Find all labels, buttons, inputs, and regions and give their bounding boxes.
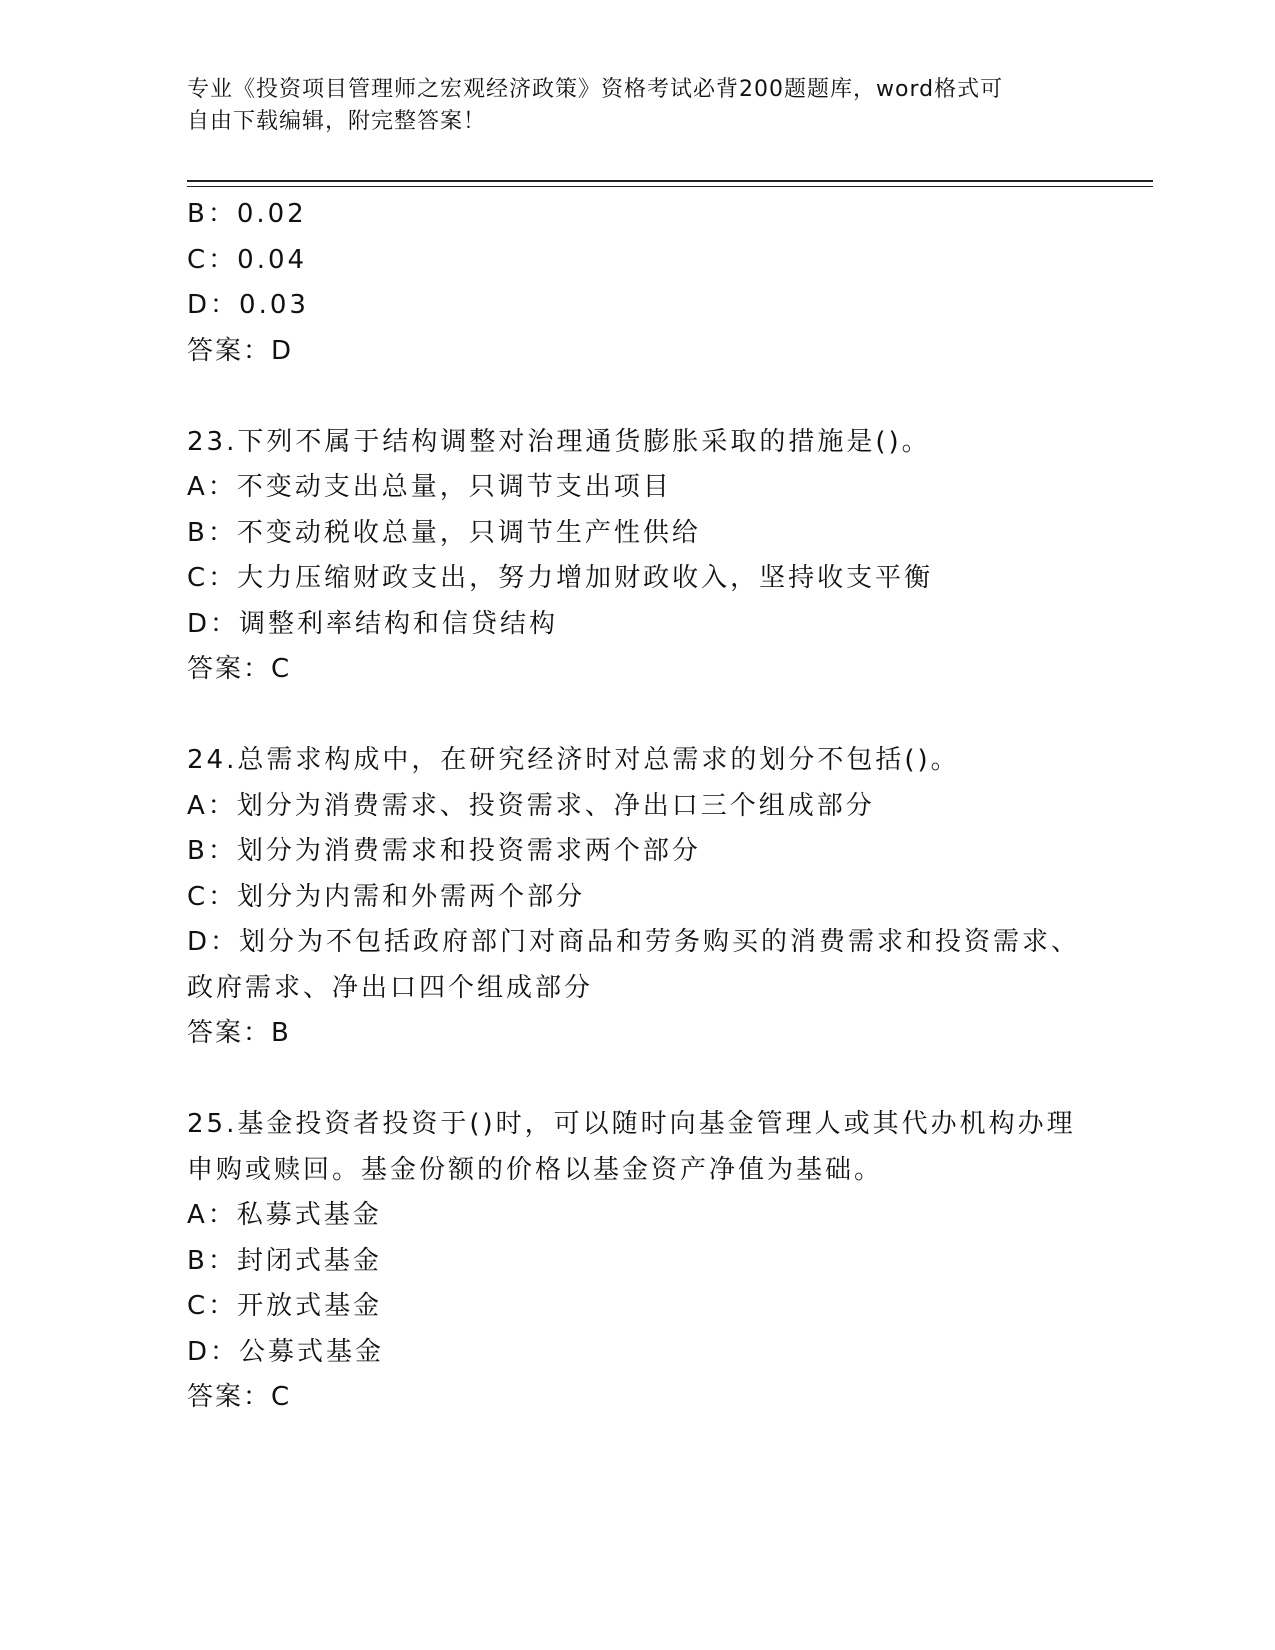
option-d: D：公募式基金	[187, 1336, 385, 1367]
header-line-1: 专业《投资项目管理师之宏观经济政策》资格考试必背200题题库，word格式可	[187, 77, 1004, 102]
question-stem: 23.下列不属于结构调整对治理通货膨胀采取的措施是()。	[187, 426, 931, 457]
option-c: C：大力压缩财政支出，努力增加财政收入，坚持收支平衡	[187, 563, 934, 593]
option-b: B：封闭式基金	[187, 1245, 382, 1276]
answer-line: 答案：C	[187, 1382, 292, 1412]
question-25	[187, 1102, 1087, 1421]
question-stem: 24.总需求构成中，在研究经济时对总需求的划分不包括()。	[187, 745, 960, 775]
spacer	[187, 374, 1087, 420]
option-b: B：不变动税收总量，只调节生产性供给	[187, 517, 701, 548]
header-divider-thick	[187, 180, 1153, 182]
question-stem: 25.基金投资者投资于()时，可以随时向基金管理人或其代办机构办理	[187, 1109, 1076, 1139]
spacer	[187, 1057, 1087, 1103]
answer-line: 答案：D	[187, 335, 294, 366]
option-a: A：不变动支出总量，只调节支出项目	[187, 472, 672, 502]
option-d: D：0.03	[187, 290, 309, 320]
answer-line: 答案：B	[187, 1018, 291, 1048]
option-d-continued: 政府需求、净出口四个组成部分	[187, 972, 594, 1003]
option-b: B：0.02	[187, 199, 307, 229]
option-d: D：调整利率结构和信贷结构	[187, 608, 559, 639]
question-content	[187, 192, 1087, 1421]
question-24	[187, 738, 1087, 1057]
question-23	[187, 420, 1087, 693]
document-header	[187, 74, 1067, 138]
question-stem-continued: 申购或赎回。基金份额的价格以基金资产净值为基础。	[187, 1154, 884, 1185]
header-divider-thin	[187, 186, 1153, 187]
option-a: A：私募式基金	[187, 1200, 382, 1230]
option-d: D：划分为不包括政府部门对商品和劳务购买的消费需求和投资需求、	[187, 927, 1081, 957]
question-22-tail	[187, 192, 1087, 374]
header-line-2: 自由下载编辑，附完整答案！	[187, 109, 487, 134]
option-b: B：划分为消费需求和投资需求两个部分	[187, 836, 701, 866]
option-a: A：划分为消费需求、投资需求、净出口三个组成部分	[187, 790, 875, 821]
option-c: C：0.04	[187, 244, 308, 275]
answer-line: 答案：C	[187, 654, 292, 684]
option-c: C：划分为内需和外需两个部分	[187, 881, 586, 912]
option-c: C：开放式基金	[187, 1291, 383, 1321]
spacer	[187, 693, 1087, 739]
